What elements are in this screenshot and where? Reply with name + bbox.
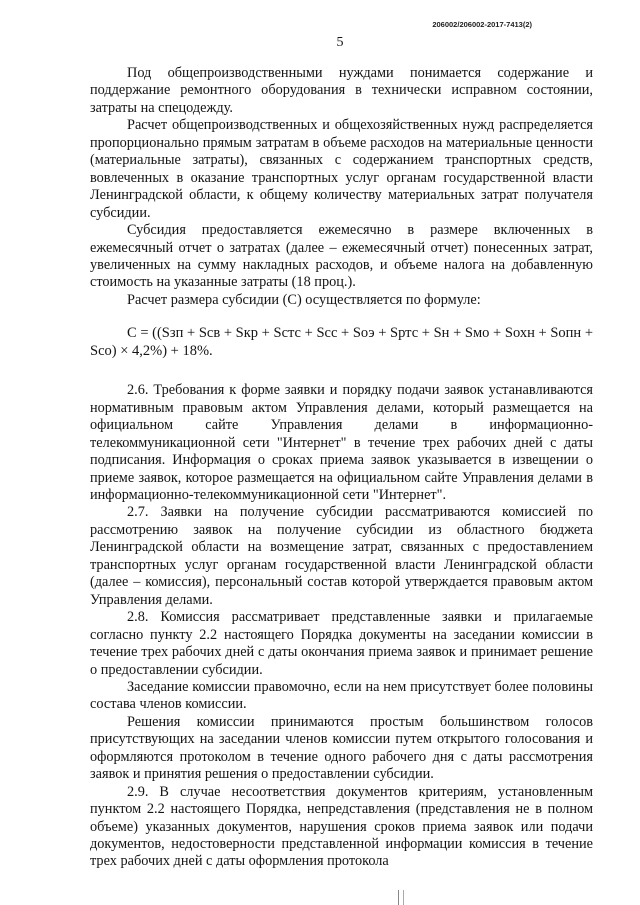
document-id: 206002/206002-2017-7413(2) [432, 20, 532, 29]
document-body [90, 65, 593, 871]
page-number: 5 [336, 35, 344, 50]
paragraph-overhead-definition: Под общепроизводственными нуждами понимается содержание и поддержание ремонтного оборудования в технически исправном состоянии, затраты на спецодежду. [90, 65, 593, 116]
paragraph-2-9: 2.9. В случае несоответствия документов критериям, установленным пунктом 2.2 настоящего Порядка, непредставления (представления не в полном объеме) указанных документов, нарушения сроков приема заявок или подачи документов, недостоверности представленной информации комиссия в течение трех рабочих дней с даты оформления протокола [90, 783, 593, 870]
paragraph-2-6: 2.6. Требования к форме заявки и порядку подачи заявок устанавливаются нормативным правовым актом Управления делами, который размещается на официальном сайте Управления делами в информационно-телекоммуникационной сети "Интернет" в течение трех рабочих дней с даты подписания. Информация о сроках приема заявок указывается в извещении о приеме заявок, которое размещается на официальном сайте Управления делами в информационно-телекоммуникационной сети "Интернет". [90, 382, 593, 503]
subsidy-formula: С = ((Sзп + Sсв + Sкр + Sстс + Sсс + Sоэ + Sртс + Sн + Sмо + Sохн + Sопн + Sсо) × 4,2%) + 18%. [90, 325, 593, 359]
paragraph-formula-intro: Расчет размера субсидии (С) осуществляется по формуле: [127, 291, 481, 308]
paragraph-quorum: Заседание комиссии правомочно, если на нем присутствует более половины состава членов комиссии. [90, 678, 593, 713]
paragraph-overhead-calculation: Расчет общепроизводственных и общехозяйственных нужд распределяется пропорционально прямым затратам в объеме расходов на материальные ценности (материальные затраты), связанных с содержанием транспортных средств, вовлеченных в оказание транспортных услуг органам государственной власти Ленинградской области, к общему количеству материальных затрат получателя субсидии. [90, 117, 593, 221]
paragraph-decisions: Решения комиссии принимаются простым большинством голосов присутствующих на заседании членов комиссии путем открытого голосования и оформляются протоколом в течение одного рабочего дня с даты рассмотрения заявок и принятия решения о предоставлении субсидии. [90, 713, 593, 783]
paragraph-2-8: 2.8. Комиссия рассматривает представленные заявки и прилагаемые согласно пункту 2.2 настоящего Порядка документы на заседании комиссии в течение трех рабочих дней с даты окончания приема заявок и принимает решение о предоставлении субсидии. [90, 609, 593, 678]
paragraph-2-7: 2.7. Заявки на получение субсидии рассматриваются комиссией по рассмотрению заявок на получение субсидии из областного бюджета Ленинградской области на возмещение затрат, связанных с предоставлением транспортных услуг органам государственной власти Ленинградской области (далее – комиссия), персональный состав которой утверждается правовым актом Управления делами. [90, 504, 593, 608]
scan-artifact-mark [398, 890, 404, 905]
paragraph-subsidy-provision: Субсидия предоставляется ежемесячно в размере включенных в ежемесячный отчет о затратах (далее – ежемесячный отчет) понесенных затрат, увеличенных на сумму накладных расходов, и объеме налога на добавленную стоимость на указанные затраты (18 проц.). [90, 222, 593, 291]
